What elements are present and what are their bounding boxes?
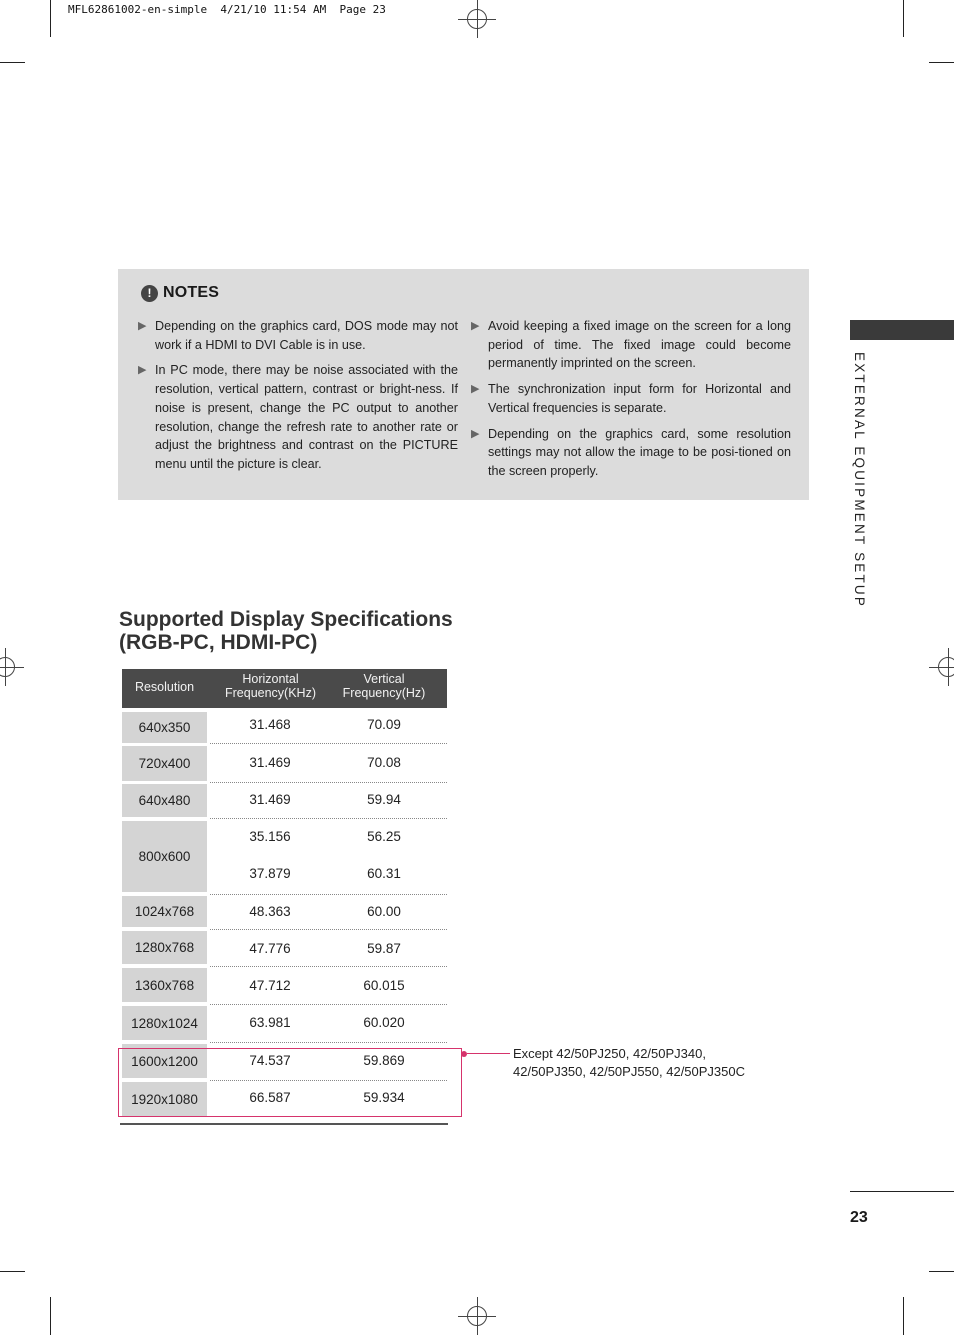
- crop-mark: [929, 62, 954, 63]
- notes-title: NOTES: [163, 284, 220, 301]
- horizontal-frequency: 31.469: [249, 755, 291, 770]
- vertical-frequency: 70.08: [367, 755, 401, 770]
- row-divider: [210, 818, 447, 819]
- crop-mark: [50, 1297, 51, 1335]
- page-number: 23: [850, 1209, 868, 1226]
- resolution-cell: 640x350: [122, 712, 207, 743]
- resolution-cell: 640x480: [122, 784, 207, 817]
- arrow-right-icon: ▶: [471, 320, 480, 332]
- row-divider: [210, 894, 447, 895]
- header-vertical: Vertical Frequency(Hz): [342, 672, 426, 700]
- arrow-right-icon: ▶: [138, 364, 147, 377]
- note-item: ▶ Depending on the graphics card, some resolution settings may not allow the image to be posi-tioned on the screen properly.: [471, 426, 791, 478]
- vertical-frequency: 60.015: [363, 978, 405, 993]
- side-section-label: EXTERNAL EQUIPMENT SETUP: [852, 352, 867, 609]
- note-item: ▶ Depending on the graphics card, DOS mode may not work if a HDMI to DVI Cable is in use.: [138, 319, 458, 352]
- vertical-frequency: 60.00: [367, 904, 401, 919]
- horizontal-frequency: 31.468: [249, 717, 291, 732]
- horizontal-frequency: 48.363: [249, 904, 291, 919]
- notes-left-column: [138, 317, 458, 481]
- horizontal-frequency: 63.981: [249, 1015, 291, 1030]
- print-header: MFL62861002-en-simple 4/21/10 11:54 AM Page 23: [68, 3, 386, 16]
- vertical-frequency: 60.020: [363, 1015, 405, 1030]
- horizontal-frequency: 74.537: [249, 1053, 291, 1068]
- table-bottom-rule: [120, 1123, 448, 1125]
- row-divider: [210, 929, 447, 930]
- table-header: [122, 669, 447, 708]
- vertical-frequency: 59.934: [363, 1090, 405, 1105]
- crop-mark: [903, 0, 904, 37]
- section-title-line: Supported Display Specifications: [119, 608, 453, 631]
- footer-rule: [850, 1191, 954, 1192]
- resolution-cell: 1280x1024: [122, 1006, 207, 1040]
- row-divider: [210, 743, 447, 744]
- arrow-right-icon: ▶: [471, 383, 480, 396]
- row-divider: [210, 782, 447, 783]
- horizontal-frequency: 47.712: [249, 978, 291, 993]
- registration-mark-icon: [458, 1297, 496, 1335]
- vertical-frequency: 59.94: [367, 792, 401, 807]
- resolution-cell: 1600x1200: [122, 1044, 207, 1078]
- vertical-frequency: 70.09: [367, 717, 401, 732]
- note-item: ▶ Avoid keeping a fixed image on the screen for a long period of time. The fixed image could become permanently imprinted on the screen.: [471, 319, 791, 371]
- callout-text: Except 42/50PJ250, 42/50PJ340, 42/50PJ350, 42/50PJ550, 42/50PJ350C: [513, 1046, 746, 1079]
- crop-mark: [0, 1271, 25, 1272]
- vertical-frequency: 56.25: [367, 829, 401, 844]
- side-tab-bar: [850, 320, 954, 340]
- highlight-box: [118, 1048, 462, 1117]
- exclamation-icon: !: [141, 285, 158, 302]
- vertical-frequency: 59.87: [367, 941, 401, 956]
- resolution-cell: 720x400: [122, 746, 207, 781]
- note-item: ▶ In PC mode, there may be noise associated with the resolution, vertical pattern, contrast or bright-ness. If noise is present, change the PC output to another resolution, change the refresh rate to another rate or adjust the brightness and contrast on the PICTURE menu until the picture is clear.: [138, 363, 458, 471]
- callout-line: [467, 1053, 510, 1054]
- arrow-right-icon: ▶: [471, 427, 480, 440]
- row-divider: [210, 966, 447, 967]
- resolution-cell: 1024x768: [122, 896, 207, 927]
- section-title-line: (RGB-PC, HDMI-PC): [119, 631, 318, 654]
- callout-dot-icon: [461, 1051, 467, 1057]
- vertical-frequency: 59.869: [363, 1053, 405, 1068]
- horizontal-frequency: 66.587: [249, 1090, 291, 1105]
- crop-mark: [903, 1297, 904, 1335]
- notes-right-column: [471, 317, 791, 488]
- section-title: [119, 608, 453, 654]
- arrow-right-icon: ▶: [138, 320, 147, 332]
- row-divider: [210, 1042, 447, 1043]
- horizontal-frequency: 31.469: [249, 792, 291, 807]
- header-horizontal: Horizontal Frequency(KHz): [225, 672, 316, 700]
- note-item: ▶ The synchronization input form for Horizontal and Vertical frequencies is separate.: [471, 382, 791, 415]
- horizontal-frequency: 35.156: [249, 829, 291, 844]
- registration-mark-icon: [929, 648, 954, 686]
- vertical-frequency: 60.31: [367, 866, 401, 881]
- resolution-cell: 1920x1080: [122, 1082, 207, 1116]
- crop-mark: [929, 1271, 954, 1272]
- crop-mark: [50, 0, 51, 37]
- resolution-cell: 800x600: [122, 821, 207, 892]
- registration-mark-icon: [0, 648, 24, 686]
- horizontal-frequency: 37.879: [249, 866, 291, 881]
- header-resolution: Resolution: [134, 680, 195, 694]
- row-divider: [210, 1004, 447, 1005]
- resolution-cell: 1360x768: [122, 968, 207, 1002]
- crop-mark: [0, 62, 25, 63]
- resolution-cell: 1280x768: [122, 931, 207, 964]
- registration-mark-icon: [458, 0, 496, 38]
- horizontal-frequency: 47.776: [249, 941, 291, 956]
- notes-header: [141, 284, 219, 302]
